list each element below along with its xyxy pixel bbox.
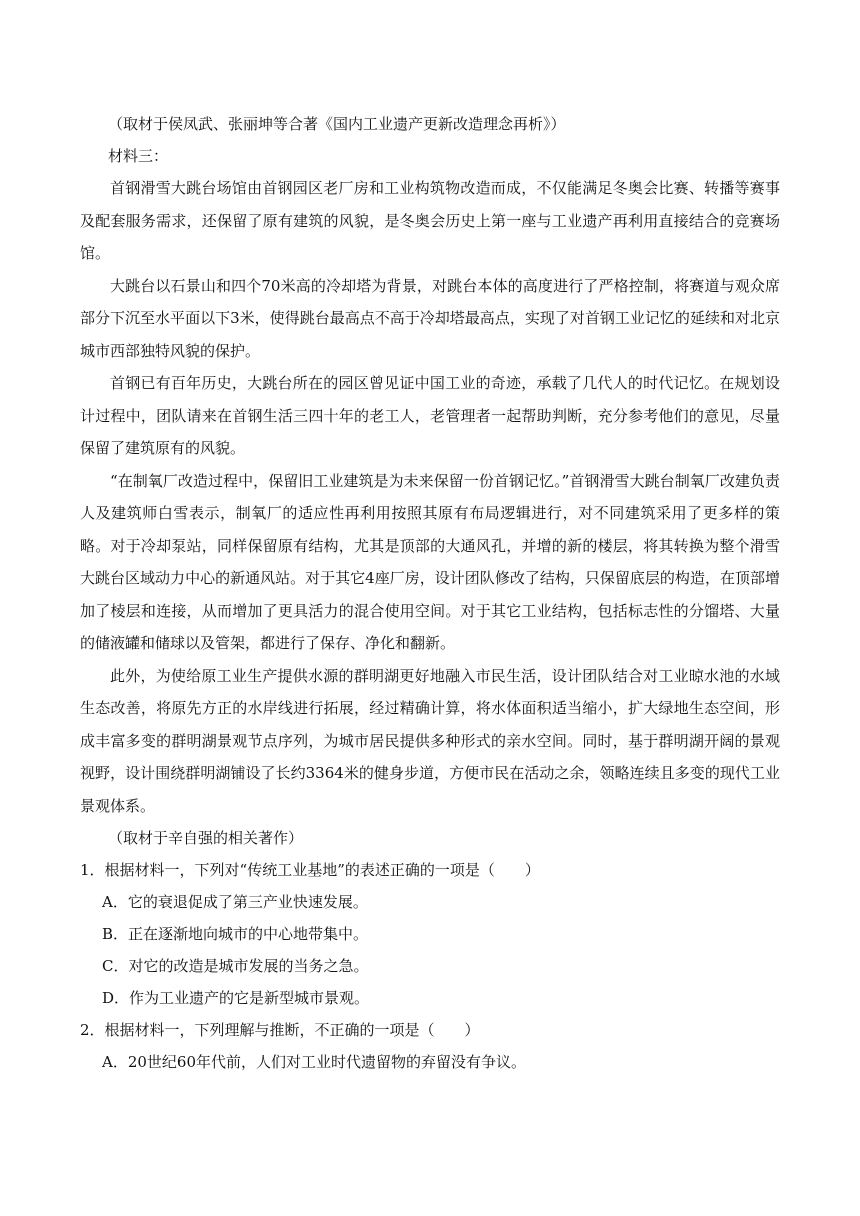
- question-1-option-a: A．它的衰退促成了第三产业快速发展。: [102, 893, 368, 911]
- paragraph-2: 大跳台以石景山和四个70米高的冷却塔为背景，对跳台本体的高度进行了严格控制，将赛道与观众席部分下沉至水平面以下3米，使得跳台最高点不高于冷却塔最高点，实现了对首钢工业记忆的延续和对北京城市西部独特风貌的保护。: [80, 276, 780, 360]
- source-citation-2: （取材于辛自强的相关著作）: [108, 829, 304, 847]
- paragraph-4: “在制氧厂改造过程中，保留旧工业建筑是为未来保留一份首钢记忆。”首钢滑雪大跳台制氧厂改建负责人及建筑师白雪表示，制氧厂的适应性再利用按照其原有布局逻辑进行，对不同建筑采用了更多样的策略。对于冷却泵站，同样保留原有结构，尤其是顶部的大通风孔，并增的新的楼层，将其转换为整个滑雪大跳台区域动力中心的新通风站。对于其它4座厂房，设计团队修改了结构，只保留底层的构造，在顶部增加了棱层和连接，从而增加了更具活力的混合使用空间。对于其它工业结构，包括标志性的分馏塔、大量的储液罐和储球以及管架，都进行了保存、净化和翻新。: [80, 471, 780, 652]
- question-1-option-c: C．对它的改造是城市发展的当务之急。: [102, 957, 369, 975]
- question-1-option-d: D．作为工业遗产的它是新型城市景观。: [102, 989, 370, 1007]
- source-citation-1: （取材于侯凤武、张丽坤等合著《国内工业遗产更新改造理念再析》）: [108, 115, 566, 133]
- question-2-stem: 2．根据材料一，下列理解与推断，不正确的一项是（ ）: [80, 1021, 480, 1039]
- question-1-stem: 1．根据材料一，下列对“传统工业基地”的表述正确的一项是（ ）: [80, 861, 540, 879]
- paragraph-5: 此外，为使给原工业生产提供水源的群明湖更好地融入市民生活，设计团队结合对工业晾水池的水域生态改善，将原先方正的水岸线进行拓展，经过精确计算，将水体面积适当缩小，扩大绿地生态空间，形成丰富多变的群明湖景观节点序列，为城市居民提供多种形式的亲水空间。同时，基于群明湖开阔的景观视野，设计围绕群明湖铺设了长约3364米的健身步道，方便市民在活动之余，领略连续且多变的现代工业景观体系。: [80, 666, 780, 815]
- paragraph-3: 首钢已有百年历史，大跳台所在的园区曾见证中国工业的奇迹，承载了几代人的时代记忆。在规划设计过程中，团队请来在首钢生活三四十年的老工人，老管理者一起帮助判断，充分参考他们的意见，尽量保留了建筑原有的风貌。: [80, 374, 780, 457]
- paragraph-1: 首钢滑雪大跳台场馆由首钢园区老厂房和工业构筑物改造而成，不仅能满足冬奥会比赛、转播等赛事及配套服务需求，还保留了原有建筑的风貌，是冬奥会历史上第一座与工业遗产再利用直接结合的竞赛场馆。: [80, 179, 780, 262]
- question-1-option-b: B．正在逐渐地向城市的中心地带集中。: [102, 925, 369, 943]
- question-2-option-a: A．20世纪60年代前，人们对工业时代遗留物的弃留没有争议。: [102, 1053, 527, 1071]
- material-three-heading: 材料三：: [108, 147, 169, 165]
